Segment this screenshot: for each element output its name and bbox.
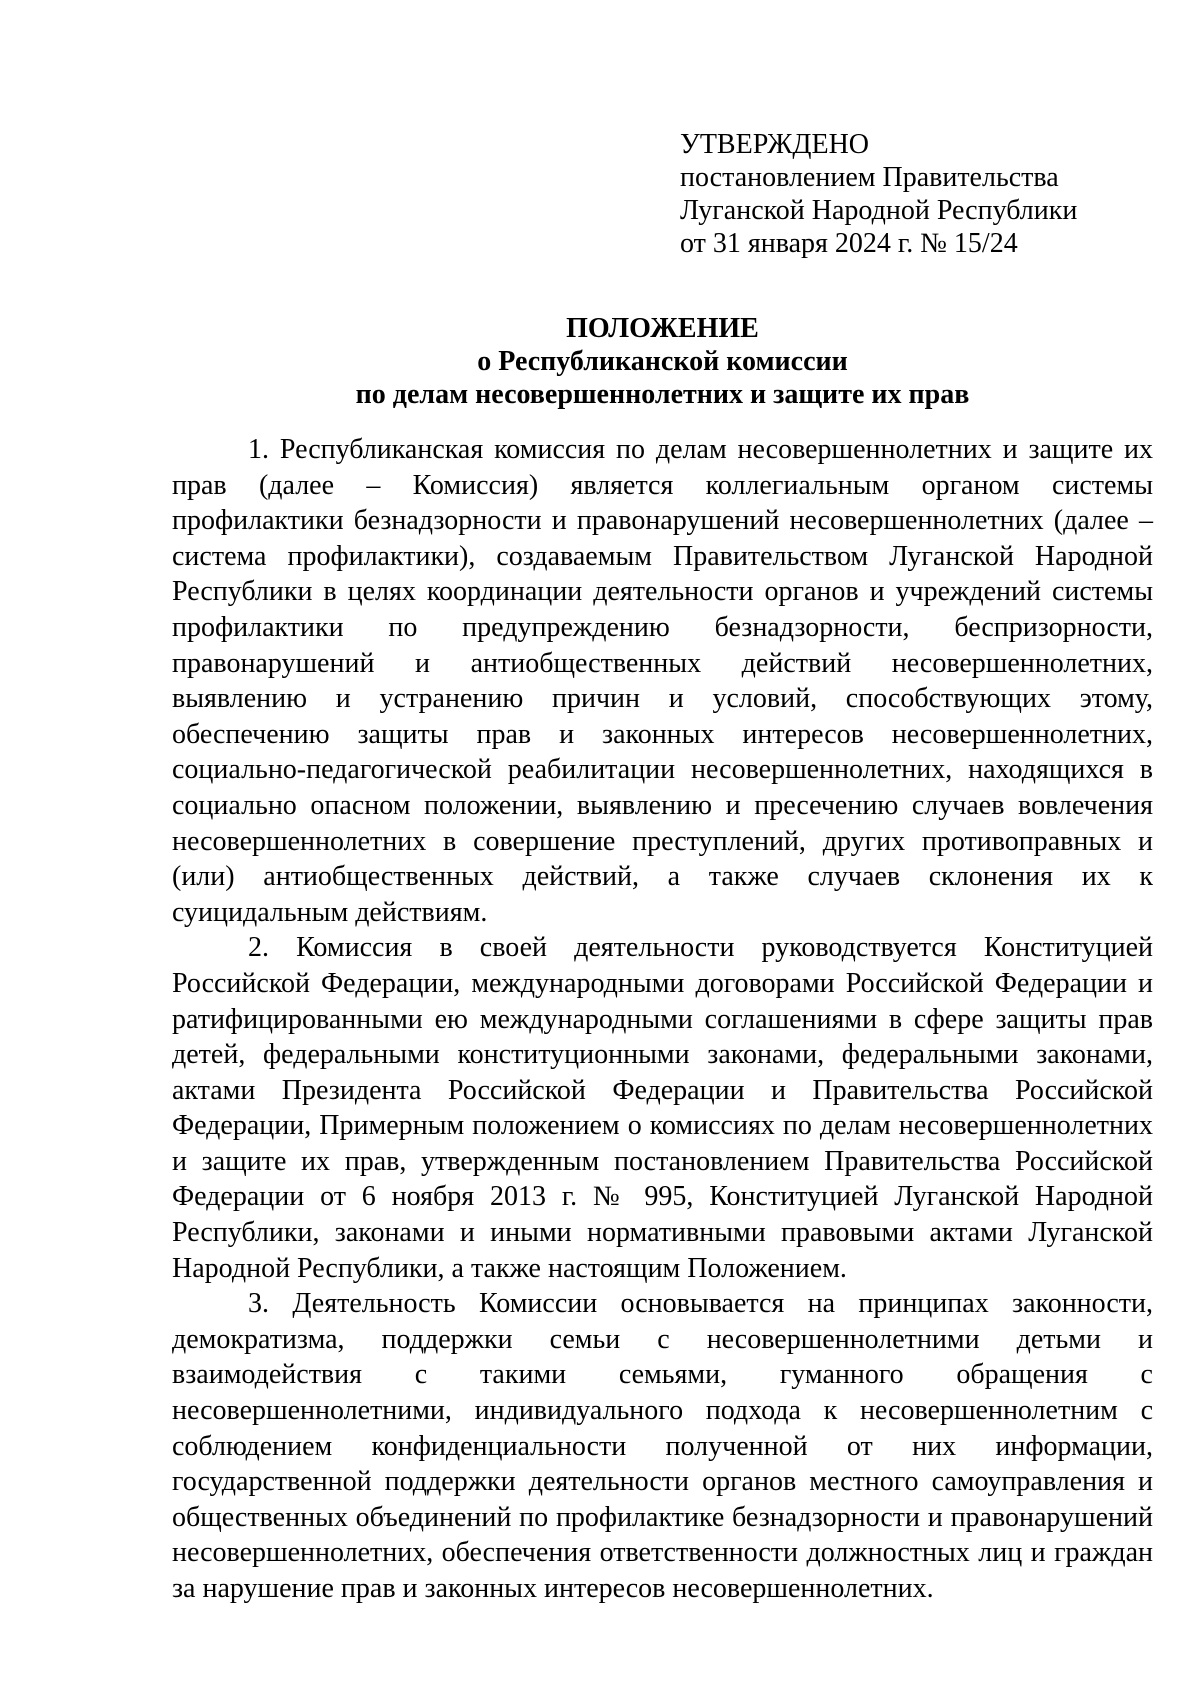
paragraph-3 [172, 1286, 1153, 1606]
approval-government-line: Луганской Народной Республики [680, 195, 1078, 226]
paragraph-number: 1. [248, 434, 269, 465]
approval-resolution-line: постановлением Правительства [680, 162, 1059, 193]
paragraph-number: 2. [248, 932, 269, 964]
title-heading: ПОЛОЖЕНИЕ [566, 313, 759, 344]
paragraph-1 [172, 432, 1153, 930]
document-title [172, 312, 1153, 411]
title-subheading: о Республиканской комиссии [477, 346, 848, 377]
paragraph-text: Деятельность Комиссии основывается на принципах законности, демократизма, поддержки семьи с несовершеннолетними детьми и взаимодействия с такими семьями, гуманного обращения с несовершеннолетними, индивидуального подхода к несовершеннолетним с соблюдением конфиденциальности полученной от них информации, государственной поддержки деятельности органов местного самоуправления и общественных объединений по профилактике безнадзорности и правонарушений несовершеннолетних, обеспечения ответственности должностных лиц и граждан за нарушение прав и законных интересов несовершеннолетних. [172, 1288, 1154, 1604]
paragraph-text: Республиканская комиссия по делам несовершеннолетних и защите их прав (далее – Комиссия) является коллегиальным органом системы профилактики безнадзорности и правонарушений несовершеннолетних (далее – система профилактики), создаваемым Правительством Луганской Народной Республики в целях координации деятельности органов и учреждений системы профилактики по предупреждению безнадзорности, беспризорности, правонарушений и антиобщественных действий несовершеннолетних, выявлению и устранению причин и условий, способствующих этому, обеспечению защиты прав и законных интересов несовершеннолетних, социально-педагогической реабилитации несовершеннолетних, находящихся в социально опасном положении, выявлению и пресечению случаев вовлечения несовершеннолетних в совершение преступлений, других противоправных и (или) антиобщественных действий, а также случаев склонения их к суицидальным действиям. [172, 434, 1153, 928]
document-body [172, 432, 1153, 1607]
paragraph-2 [172, 930, 1153, 1286]
approval-stamp [680, 128, 1077, 260]
paragraph-number: 3. [248, 1288, 269, 1320]
approval-heading: УТВЕРЖДЕНО [680, 129, 870, 160]
approval-date-number: от 31 января 2024 г. № 15/24 [680, 228, 1018, 259]
paragraph-text: Комиссия в своей деятельности руководствуется Конституцией Российской Федерации, международными договорами Российской Федерации и ратифицированными ею международными соглашениями в сфере защиты прав детей, федеральными конституционными законами, федеральными законами, актами Президента Российской Федерации и Правительства Российской Федерации, Примерным положением о комиссиях по делам несовершеннолетних и защите их прав, утвержденным постановлением Правительства Российской Федерации от 6 ноября 2013 г. № 995, Конституцией Луганской Народной Республики, законами и иными нормативными правовыми актами Луганской Народной Республики, а также настоящим Положением. [172, 932, 1153, 1284]
title-subheading-2: по делам несовершеннолетних и защите их прав [355, 379, 970, 410]
